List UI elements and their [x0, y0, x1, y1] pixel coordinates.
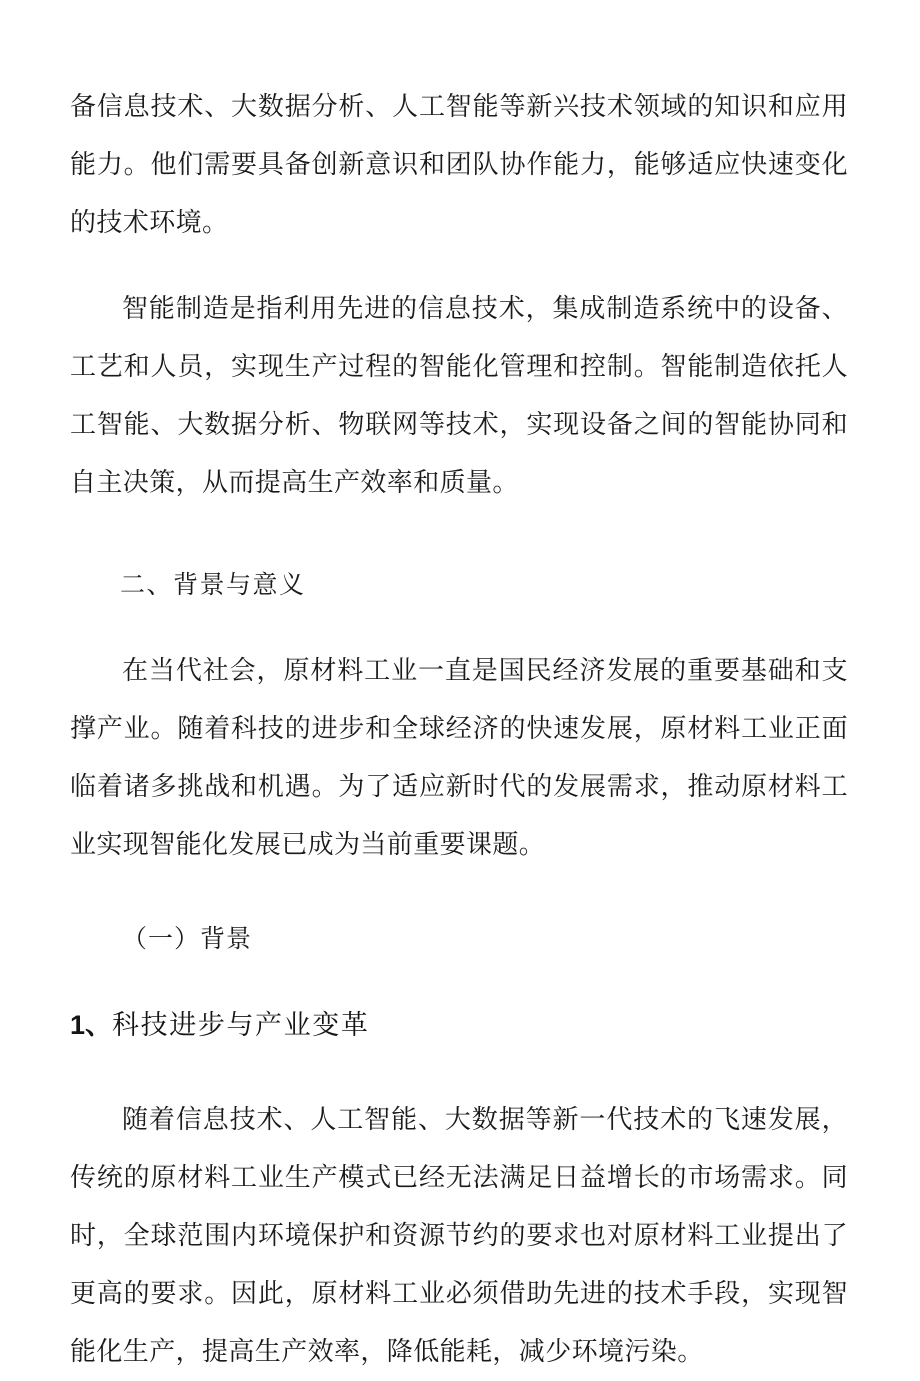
- paragraph-intelligent-manufacturing: 智能制造是指利用先进的信息技术，集成制造系统中的设备、工艺和人员，实现生产过程的智能化管理和控制。智能制造依托人工智能、大数据分析、物联网等技术，实现设备之间的智能协同和自主决策，从而提高生产效率和质量。: [70, 294, 848, 498]
- block-spacer: [70, 614, 848, 642]
- heading-tech-progress-number: 1、: [70, 1010, 113, 1040]
- block-spacer: [70, 512, 848, 556]
- block-spacer: [70, 874, 848, 910]
- heading-background-significance: 二、背景与意义: [120, 570, 306, 599]
- paragraph-contemporary-society: 在当代社会，原材料工业一直是国民经济发展的重要基础和支撑产业。随着科技的进步和全球经济的快速发展，原材料工业正面临着诸多挑战和机遇。为了适应新时代的发展需求，推动原材料工业实现智能化发展已成为当前重要课题。: [70, 656, 848, 860]
- heading-background: （一）背景: [122, 924, 253, 953]
- heading-tech-progress: [70, 996, 848, 1055]
- paragraph-tech-progress-body: 随着信息技术、人工智能、大数据等新一代技术的飞速发展，传统的原材料工业生产模式已经无法满足日益增长的市场需求。同时，全球范围内环境保护和资源节约的要求也对原材料工业提出了更高的要求。因此，原材料工业必须借助先进的技术手段，实现智能化生产，提高生产效率，降低能耗，减少环境污染。: [70, 1105, 848, 1367]
- block-spacer: [70, 252, 848, 280]
- document-content: [70, 78, 848, 1381]
- paragraph-talent-continuation: 备信息技术、大数据分析、人工智能等新兴技术领域的知识和应用能力。他们需要具备创新意识和团队协作能力，能够适应快速变化的技术环境。: [70, 92, 848, 238]
- block-spacer: [70, 1055, 848, 1091]
- heading-tech-progress-label: 科技进步与产业变革: [112, 1010, 370, 1041]
- block-spacer: [70, 968, 848, 996]
